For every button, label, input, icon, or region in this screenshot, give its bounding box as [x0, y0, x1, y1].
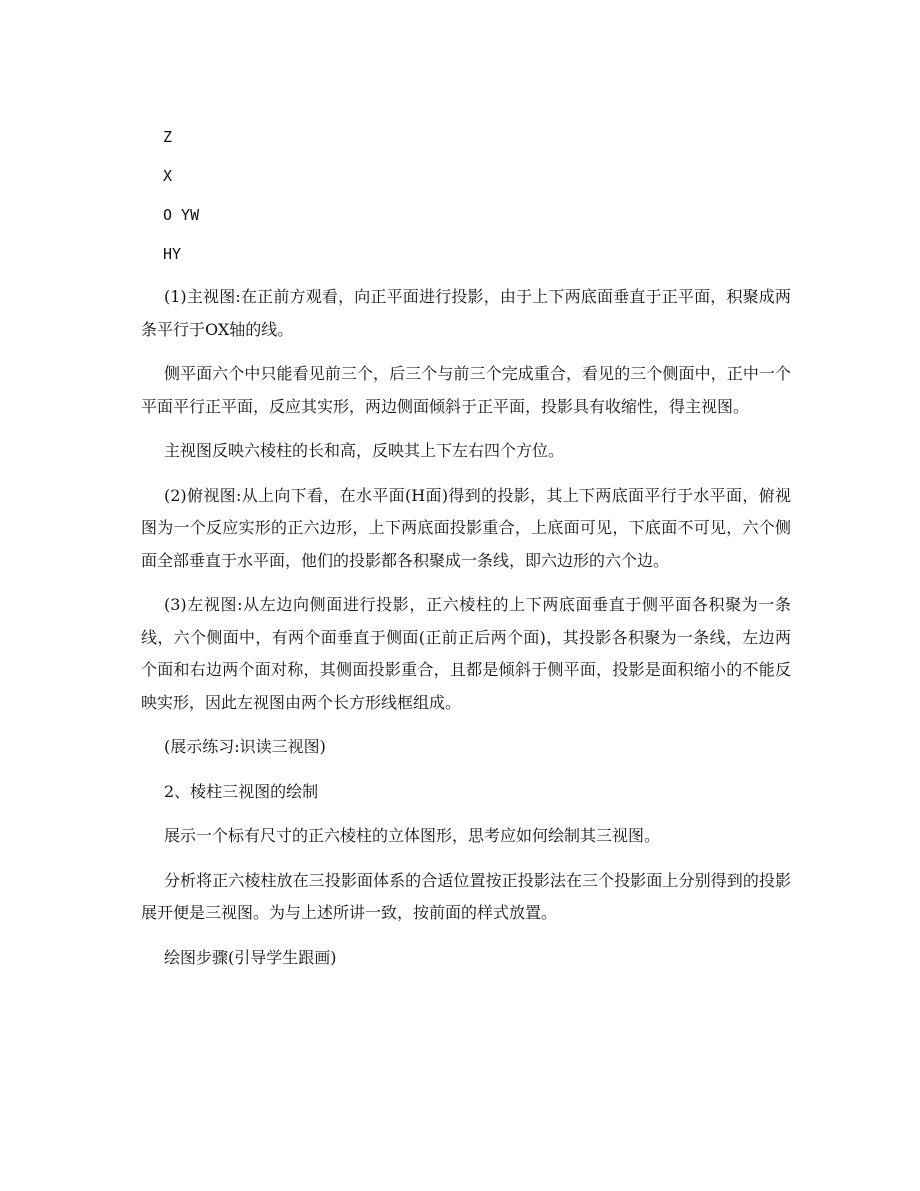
paragraph-top-view: (2)俯视图:从上向下看，在水平面(H面)得到的投影，其上下两底面平行于水平面，俯视图为一个反应实形的正六边形，上下两底面投影重合，上底面可见，下底面不可见，六个侧面全部垂直于水平面，他们的投影都各积聚成一条线，即六边形的六个边。 [141, 485, 791, 570]
axis-label-o-yw: O YW [163, 206, 200, 224]
paragraph-practice: (展示练习:识读三视图) [164, 737, 326, 756]
paragraph-analysis: 分析将正六棱柱放在三投影面体系的合适位置按正投影法在三个投影面上分别得到的投影展开便是三视图。为与上述所讲一致，按前面的样式放置。 [141, 870, 791, 922]
section-heading: 2、棱柱三视图的绘制 [164, 781, 319, 801]
axis-label-hy: HY [163, 245, 182, 263]
axis-label-z: Z [163, 128, 173, 146]
body-text [141, 281, 791, 986]
axis-label-x: X [163, 167, 173, 185]
paragraph-left-view: (3)左视图:从左边向侧面进行投影，正六棱柱的上下两底面垂直于侧平面各积聚为一条线，六个侧面中，有两个面垂直于侧面(正前正后两个面)，其投影各积聚为一条线，左边两个面和右边两个面对称，其侧面投影重合，且都是倾斜于侧平面，投影是面积缩小的不能反映实形，因此左视图由两个长方形线框组成。 [141, 595, 791, 712]
paragraph-show-prism: 展示一个标有尺寸的正六棱柱的立体图形，思考应如何绘制其三视图。 [164, 826, 661, 845]
paragraph-drawing-steps: 绘图步骤(引导学生跟画) [164, 947, 337, 967]
paragraph-side-faces: 侧平面六个中只能看见前三个，后三个与前三个完成重合，看见的三个侧面中，正中一个平面平行正平面，反应其实形，两边侧面倾斜于正平面，投影具有收缩性，得主视图。 [141, 364, 791, 416]
paragraph-front-view: (1)主视图:在正前方观看，向正平面进行投影，由于上下两底面垂直于正平面，积聚成两条平行于OX轴的线。 [141, 287, 791, 339]
paragraph-front-view-summary: 主视图反映六棱柱的长和高，反映其上下左右四个方位。 [164, 441, 565, 460]
